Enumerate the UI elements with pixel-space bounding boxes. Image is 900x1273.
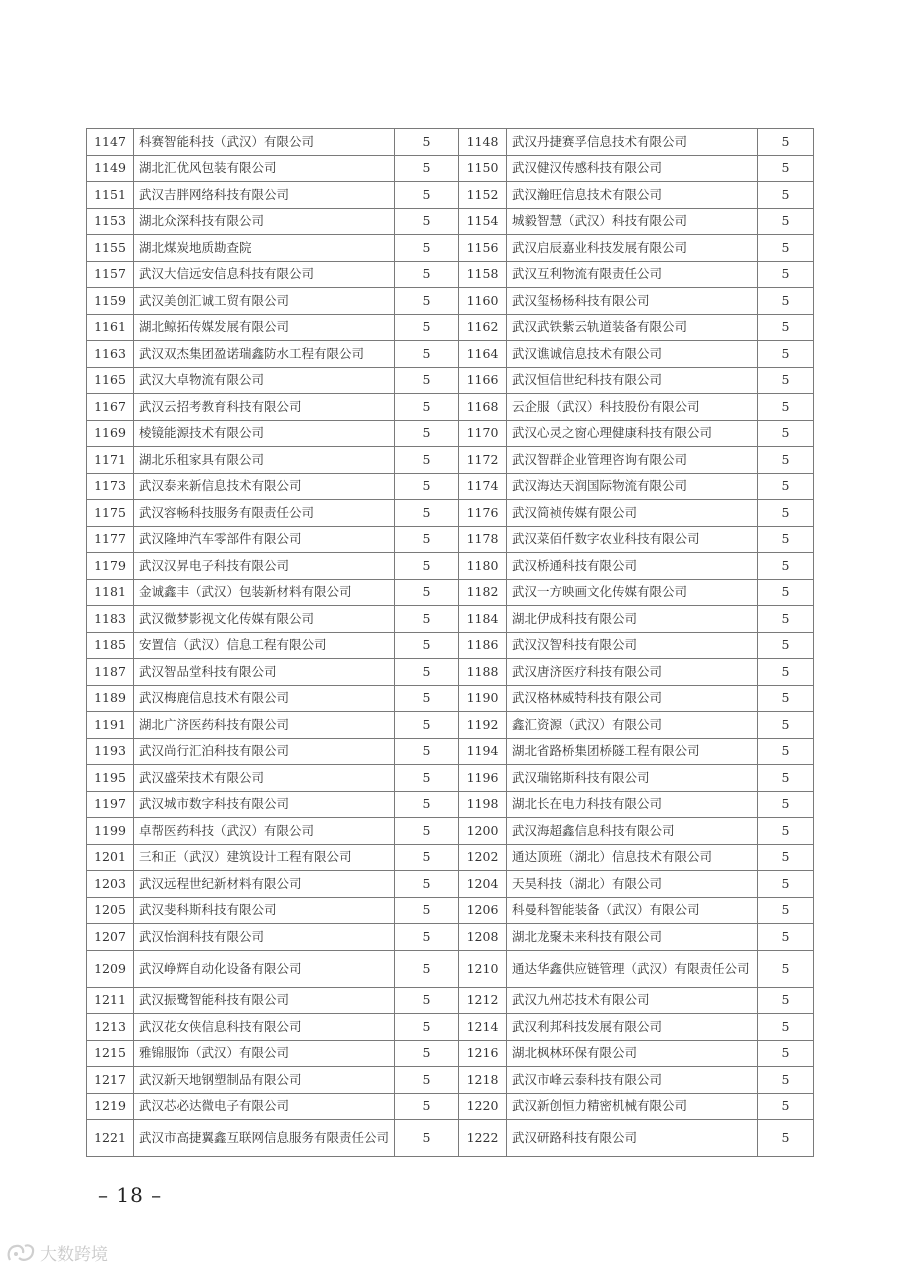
company-name-cell: 武汉格林威特科技有限公司 [507,685,758,712]
table-row [87,261,814,288]
score-cell: 5 [395,1040,459,1067]
table-row [87,871,814,898]
table-row [87,129,814,156]
score-cell: 5 [758,155,814,182]
table-row [87,367,814,394]
score-cell: 5 [758,1014,814,1041]
table-row [87,1040,814,1067]
score-cell: 5 [758,367,814,394]
company-name-cell: 湖北汇优风包装有限公司 [134,155,395,182]
company-name-cell: 天昊科技（湖北）有限公司 [507,871,758,898]
table-row [87,314,814,341]
table-row [87,844,814,871]
row-number-cell: 1165 [87,367,134,394]
row-number-cell: 1159 [87,288,134,315]
row-number-cell: 1200 [459,818,507,845]
score-cell: 5 [395,1067,459,1094]
table-row [87,341,814,368]
table-row [87,897,814,924]
row-number-cell: 1201 [87,844,134,871]
score-cell: 5 [395,987,459,1014]
score-cell: 5 [758,712,814,739]
table-row [87,987,814,1014]
table-row [87,738,814,765]
score-cell: 5 [395,473,459,500]
score-cell: 5 [395,1120,459,1157]
company-name-cell: 武汉丹捷赛孚信息技术有限公司 [507,129,758,156]
table-row [87,791,814,818]
score-cell: 5 [758,659,814,686]
company-name-cell: 武汉智品堂科技有限公司 [134,659,395,686]
row-number-cell: 1193 [87,738,134,765]
table-row [87,606,814,633]
score-cell: 5 [758,288,814,315]
row-number-cell: 1204 [459,871,507,898]
score-cell: 5 [758,632,814,659]
row-number-cell: 1176 [459,500,507,527]
score-cell: 5 [758,447,814,474]
company-name-cell: 武汉一方映画文化传媒有限公司 [507,579,758,606]
company-name-cell: 湖北枫林环保有限公司 [507,1040,758,1067]
row-number-cell: 1191 [87,712,134,739]
table-row [87,394,814,421]
row-number-cell: 1196 [459,765,507,792]
company-name-cell: 武汉新创恒力精密机械有限公司 [507,1093,758,1120]
row-number-cell: 1185 [87,632,134,659]
table-row [87,685,814,712]
page-number: – 18 – [98,1183,163,1207]
score-cell: 5 [758,791,814,818]
company-name-cell: 武汉武铁紫云轨道装备有限公司 [507,314,758,341]
row-number-cell: 1214 [459,1014,507,1041]
table-row [87,1093,814,1120]
table-body [87,129,814,1157]
table-row [87,288,814,315]
company-name-cell: 湖北龙聚未来科技有限公司 [507,924,758,951]
row-number-cell: 1148 [459,129,507,156]
company-name-cell: 安置信（武汉）信息工程有限公司 [134,632,395,659]
row-number-cell: 1177 [87,526,134,553]
company-name-cell: 武汉振鹭智能科技有限公司 [134,987,395,1014]
company-name-cell: 武汉互利物流有限责任公司 [507,261,758,288]
score-cell: 5 [758,871,814,898]
score-cell: 5 [395,288,459,315]
table-row [87,155,814,182]
row-number-cell: 1155 [87,235,134,262]
score-cell: 5 [395,129,459,156]
row-number-cell: 1205 [87,897,134,924]
table-row [87,473,814,500]
score-cell: 5 [395,871,459,898]
row-number-cell: 1215 [87,1040,134,1067]
watermark-text: 大数跨境 [40,1245,108,1265]
row-number-cell: 1179 [87,553,134,580]
table-row [87,208,814,235]
score-cell: 5 [758,261,814,288]
row-number-cell: 1163 [87,341,134,368]
table-row [87,500,814,527]
company-name-cell: 湖北众深科技有限公司 [134,208,395,235]
score-cell: 5 [395,606,459,633]
company-name-cell: 武汉城市数字科技有限公司 [134,791,395,818]
score-cell: 5 [395,526,459,553]
row-number-cell: 1182 [459,579,507,606]
company-name-cell: 武汉唐济医疗科技有限公司 [507,659,758,686]
company-name-cell: 武汉美创汇诚工贸有限公司 [134,288,395,315]
table-row [87,924,814,951]
row-number-cell: 1154 [459,208,507,235]
score-cell: 5 [758,473,814,500]
row-number-cell: 1189 [87,685,134,712]
score-cell: 5 [395,553,459,580]
score-cell: 5 [758,818,814,845]
row-number-cell: 1169 [87,420,134,447]
company-name-cell: 武汉泰来新信息技术有限公司 [134,473,395,500]
company-name-cell: 武汉智群企业管理咨询有限公司 [507,447,758,474]
table-row [87,579,814,606]
score-cell: 5 [395,1093,459,1120]
score-cell: 5 [758,579,814,606]
row-number-cell: 1184 [459,606,507,633]
score-cell: 5 [395,897,459,924]
row-number-cell: 1156 [459,235,507,262]
table-row [87,765,814,792]
score-cell: 5 [395,791,459,818]
row-number-cell: 1212 [459,987,507,1014]
company-name-cell: 卓帮医药科技（武汉）有限公司 [134,818,395,845]
score-cell: 5 [758,341,814,368]
row-number-cell: 1194 [459,738,507,765]
company-name-cell: 金诚鑫丰（武汉）包装新材料有限公司 [134,579,395,606]
company-name-cell: 湖北长在电力科技有限公司 [507,791,758,818]
company-name-cell: 武汉芯必达微电子有限公司 [134,1093,395,1120]
score-cell: 5 [758,1093,814,1120]
row-number-cell: 1181 [87,579,134,606]
company-name-cell: 鑫汇资源（武汉）有限公司 [507,712,758,739]
table-row [87,712,814,739]
row-number-cell: 1195 [87,765,134,792]
score-cell: 5 [395,314,459,341]
company-name-cell: 武汉梅鹿信息技术有限公司 [134,685,395,712]
score-cell: 5 [395,394,459,421]
company-name-cell: 科曼科智能装备（武汉）有限公司 [507,897,758,924]
row-number-cell: 1170 [459,420,507,447]
score-cell: 5 [758,1120,814,1157]
score-cell: 5 [758,924,814,951]
score-cell: 5 [758,1040,814,1067]
row-number-cell: 1218 [459,1067,507,1094]
company-name-cell: 武汉市峰云泰科技有限公司 [507,1067,758,1094]
row-number-cell: 1162 [459,314,507,341]
row-number-cell: 1166 [459,367,507,394]
row-number-cell: 1175 [87,500,134,527]
row-number-cell: 1186 [459,632,507,659]
company-name-cell: 武汉汉昇电子科技有限公司 [134,553,395,580]
table-row [87,526,814,553]
row-number-cell: 1178 [459,526,507,553]
score-cell: 5 [395,765,459,792]
row-number-cell: 1206 [459,897,507,924]
row-number-cell: 1152 [459,182,507,209]
row-number-cell: 1219 [87,1093,134,1120]
company-name-cell: 武汉云招考教育科技有限公司 [134,394,395,421]
score-cell: 5 [758,765,814,792]
company-name-cell: 武汉研路科技有限公司 [507,1120,758,1157]
score-cell: 5 [758,844,814,871]
watermark [6,1240,108,1265]
company-name-cell: 武汉心灵之窗心理健康科技有限公司 [507,420,758,447]
score-cell: 5 [758,685,814,712]
score-cell: 5 [395,420,459,447]
row-number-cell: 1202 [459,844,507,871]
score-cell: 5 [395,844,459,871]
row-number-cell: 1211 [87,987,134,1014]
company-name-cell: 武汉恒信世纪科技有限公司 [507,367,758,394]
row-number-cell: 1222 [459,1120,507,1157]
company-name-cell: 武汉新天地钢塑制品有限公司 [134,1067,395,1094]
row-number-cell: 1210 [459,950,507,987]
watermark-logo-icon [6,1242,36,1264]
company-name-cell: 科赛智能科技（武汉）有限公司 [134,129,395,156]
row-number-cell: 1151 [87,182,134,209]
company-name-cell: 武汉瑞铭斯科技有限公司 [507,765,758,792]
score-cell: 5 [758,606,814,633]
company-name-cell: 湖北伊成科技有限公司 [507,606,758,633]
score-cell: 5 [758,182,814,209]
company-name-cell: 武汉瀚旺信息技术有限公司 [507,182,758,209]
table-row [87,447,814,474]
company-name-cell: 武汉盛荣技术有限公司 [134,765,395,792]
company-name-cell: 武汉启辰嘉业科技发展有限公司 [507,235,758,262]
company-name-cell: 武汉怡润科技有限公司 [134,924,395,951]
row-number-cell: 1190 [459,685,507,712]
row-number-cell: 1164 [459,341,507,368]
score-cell: 5 [395,208,459,235]
company-score-table [86,128,814,1157]
score-cell: 5 [758,208,814,235]
row-number-cell: 1207 [87,924,134,951]
row-number-cell: 1160 [459,288,507,315]
row-number-cell: 1187 [87,659,134,686]
score-cell: 5 [395,659,459,686]
table-row [87,659,814,686]
row-number-cell: 1161 [87,314,134,341]
score-cell: 5 [758,897,814,924]
company-name-cell: 武汉桥通科技有限公司 [507,553,758,580]
score-cell: 5 [395,182,459,209]
score-cell: 5 [758,526,814,553]
company-name-cell: 武汉健汉传感科技有限公司 [507,155,758,182]
score-cell: 5 [758,738,814,765]
score-cell: 5 [395,447,459,474]
company-name-cell: 湖北乐租家具有限公司 [134,447,395,474]
row-number-cell: 1147 [87,129,134,156]
company-name-cell: 云企服（武汉）科技股份有限公司 [507,394,758,421]
company-name-cell: 武汉简祯传媒有限公司 [507,500,758,527]
row-number-cell: 1198 [459,791,507,818]
company-name-cell: 武汉市高捷翼鑫互联网信息服务有限责任公司 [134,1120,395,1157]
row-number-cell: 1203 [87,871,134,898]
score-cell: 5 [758,420,814,447]
company-name-cell: 武汉海超鑫信息科技有限公司 [507,818,758,845]
company-name-cell: 武汉峥辉自动化设备有限公司 [134,950,395,987]
company-name-cell: 武汉九州芯技术有限公司 [507,987,758,1014]
company-name-cell: 武汉吉胖网络科技有限公司 [134,182,395,209]
company-name-cell: 武汉菜佰仟数字农业科技有限公司 [507,526,758,553]
company-name-cell: 武汉隆坤汽车零部件有限公司 [134,526,395,553]
row-number-cell: 1192 [459,712,507,739]
score-cell: 5 [395,261,459,288]
row-number-cell: 1220 [459,1093,507,1120]
score-cell: 5 [758,553,814,580]
company-name-cell: 武汉容畅科技服务有限责任公司 [134,500,395,527]
score-cell: 5 [395,924,459,951]
row-number-cell: 1157 [87,261,134,288]
company-name-cell: 武汉双杰集团盈诺瑞鑫防水工程有限公司 [134,341,395,368]
company-name-cell: 雅锦服饰（武汉）有限公司 [134,1040,395,1067]
score-cell: 5 [758,950,814,987]
company-name-cell: 武汉大信远安信息科技有限公司 [134,261,395,288]
score-cell: 5 [395,367,459,394]
row-number-cell: 1188 [459,659,507,686]
table-row [87,553,814,580]
company-name-cell: 三和正（武汉）建筑设计工程有限公司 [134,844,395,871]
company-name-cell: 武汉花女侠信息科技有限公司 [134,1014,395,1041]
row-number-cell: 1208 [459,924,507,951]
company-name-cell: 武汉斐科斯科技有限公司 [134,897,395,924]
score-cell: 5 [395,500,459,527]
row-number-cell: 1183 [87,606,134,633]
table-row [87,1120,814,1157]
company-name-cell: 城毅智慧（武汉）科技有限公司 [507,208,758,235]
row-number-cell: 1173 [87,473,134,500]
company-name-cell: 武汉谯诚信息技术有限公司 [507,341,758,368]
company-name-cell: 棱镜能源技术有限公司 [134,420,395,447]
score-cell: 5 [758,235,814,262]
company-name-cell: 武汉尚行汇泊科技有限公司 [134,738,395,765]
table-row [87,420,814,447]
row-number-cell: 1217 [87,1067,134,1094]
score-cell: 5 [395,1014,459,1041]
row-number-cell: 1153 [87,208,134,235]
score-cell: 5 [395,155,459,182]
company-name-cell: 湖北煤炭地质勘查院 [134,235,395,262]
table-row [87,950,814,987]
company-name-cell: 武汉微梦影视文化传媒有限公司 [134,606,395,633]
row-number-cell: 1167 [87,394,134,421]
score-cell: 5 [758,129,814,156]
row-number-cell: 1180 [459,553,507,580]
row-number-cell: 1213 [87,1014,134,1041]
score-cell: 5 [758,394,814,421]
row-number-cell: 1158 [459,261,507,288]
company-name-cell: 武汉远程世纪新材料有限公司 [134,871,395,898]
company-name-cell: 武汉大卓物流有限公司 [134,367,395,394]
company-name-cell: 湖北广济医药科技有限公司 [134,712,395,739]
company-name-cell: 通达华鑫供应链管理（武汉）有限责任公司 [507,950,758,987]
score-cell: 5 [395,579,459,606]
score-cell: 5 [395,712,459,739]
table-row [87,818,814,845]
score-cell: 5 [758,987,814,1014]
table-row [87,632,814,659]
row-number-cell: 1171 [87,447,134,474]
score-cell: 5 [395,738,459,765]
row-number-cell: 1216 [459,1040,507,1067]
score-cell: 5 [395,818,459,845]
row-number-cell: 1150 [459,155,507,182]
row-number-cell: 1197 [87,791,134,818]
score-cell: 5 [395,632,459,659]
company-name-cell: 湖北鲸拓传媒发展有限公司 [134,314,395,341]
score-cell: 5 [395,950,459,987]
score-cell: 5 [395,341,459,368]
table-row [87,235,814,262]
row-number-cell: 1149 [87,155,134,182]
company-name-cell: 武汉利邦科技发展有限公司 [507,1014,758,1041]
table-row [87,1067,814,1094]
score-cell: 5 [758,314,814,341]
row-number-cell: 1221 [87,1120,134,1157]
row-number-cell: 1168 [459,394,507,421]
score-cell: 5 [758,1067,814,1094]
row-number-cell: 1174 [459,473,507,500]
table-row [87,182,814,209]
company-name-cell: 湖北省路桥集团桥隧工程有限公司 [507,738,758,765]
company-name-cell: 武汉玺杨杨科技有限公司 [507,288,758,315]
score-cell: 5 [758,500,814,527]
row-number-cell: 1209 [87,950,134,987]
score-cell: 5 [395,235,459,262]
company-name-cell: 通达顶班（湖北）信息技术有限公司 [507,844,758,871]
score-cell: 5 [395,685,459,712]
company-name-cell: 武汉汉智科技有限公司 [507,632,758,659]
table-row [87,1014,814,1041]
row-number-cell: 1172 [459,447,507,474]
row-number-cell: 1199 [87,818,134,845]
company-name-cell: 武汉海达天润国际物流有限公司 [507,473,758,500]
